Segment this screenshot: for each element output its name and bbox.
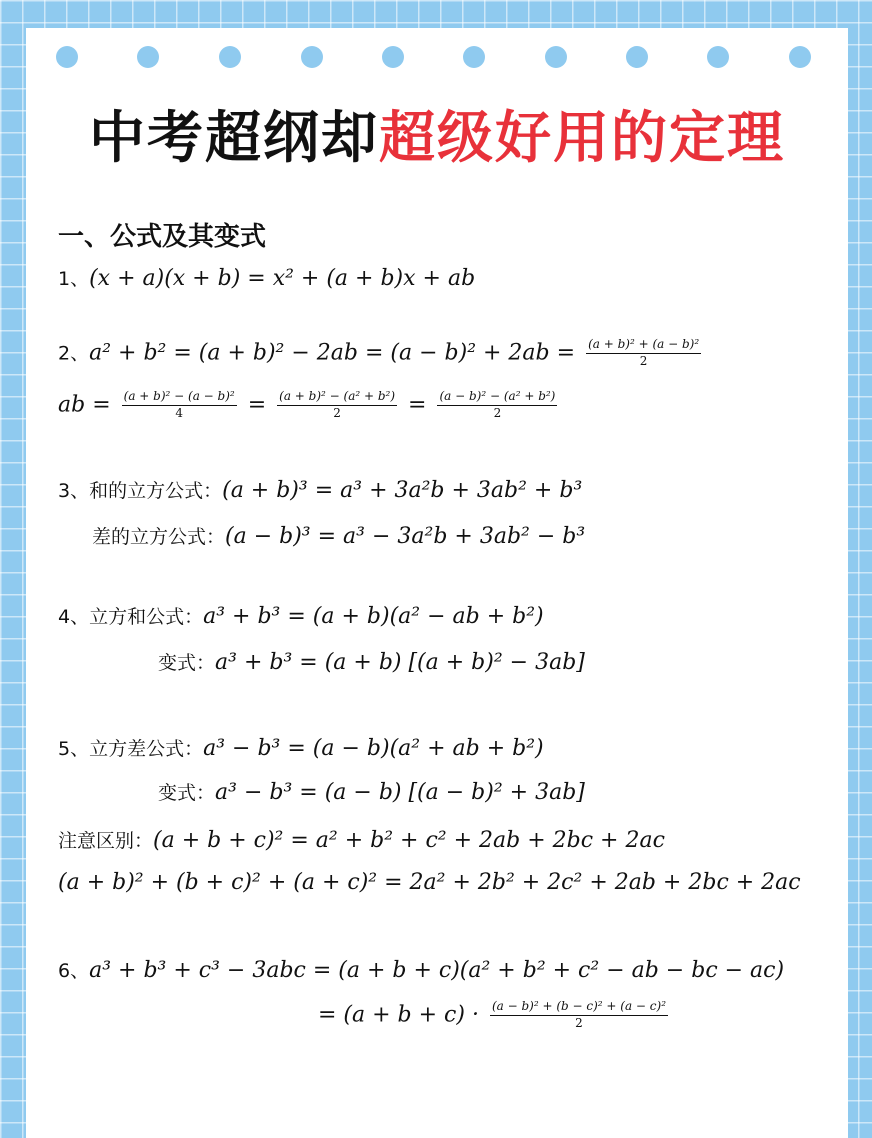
fraction-denominator: 2 xyxy=(575,1015,583,1030)
binder-holes xyxy=(26,46,848,70)
formula-2-ab xyxy=(58,390,561,421)
formula-expression: a³ − b³ = (a − b)(a² + ab + b²) xyxy=(203,736,544,761)
formula-expression: a³ + b³ + c³ − 3abc = (a + b + c)(a² + b² + c² − ab − bc − ac) xyxy=(89,958,785,983)
note-expression-2 xyxy=(58,870,801,895)
formula-number: 2、 xyxy=(58,342,90,365)
binder-hole xyxy=(137,46,159,68)
fraction-denominator: 2 xyxy=(639,353,648,368)
formula-1 xyxy=(58,264,475,291)
fraction xyxy=(122,390,237,421)
equals-sign: = xyxy=(247,392,267,418)
formula-label: 差的立方公式： xyxy=(92,526,226,548)
formula-number: 5、 xyxy=(58,738,90,760)
binder-hole xyxy=(219,46,241,68)
fraction-denominator: 4 xyxy=(175,405,183,420)
formula-expression: (a + b)² + (b + c)² + (a + c)² = 2a² + 2b² + 2c² + 2ab + 2bc + 2ac xyxy=(58,870,801,895)
binder-hole xyxy=(382,46,404,68)
formula-number: 4、 xyxy=(58,606,90,628)
fraction-numerator: (a + b)² − (a² + b²) xyxy=(277,390,397,406)
fraction xyxy=(437,390,557,421)
fraction xyxy=(490,1000,668,1031)
formula-expression: a³ − b³ = (a − b) [(a − b)² + 3ab] xyxy=(215,780,585,805)
binder-hole xyxy=(789,46,811,68)
formula-expression: (a + b + c)² = a² + b² + c² + 2ab + 2bc + 2ac xyxy=(153,828,665,853)
formula-label: 变式： xyxy=(158,652,216,674)
formula-3-sum-cube xyxy=(58,476,582,503)
formula-5-variant xyxy=(158,778,585,805)
binder-hole xyxy=(463,46,485,68)
fraction xyxy=(277,390,397,421)
binder-hole xyxy=(545,46,567,68)
fraction-numerator: (a + b)² − (a − b)² xyxy=(122,390,237,406)
fraction-denominator: 2 xyxy=(333,405,341,420)
formula-expression: ab = xyxy=(58,392,111,418)
fraction xyxy=(586,338,701,369)
formula-6 xyxy=(58,956,784,983)
formula-expression: = (a + b + c) · xyxy=(318,1002,479,1028)
fraction-numerator: (a − b)² − (a² + b²) xyxy=(437,390,557,406)
note-distinguish xyxy=(58,826,665,853)
binder-hole xyxy=(626,46,648,68)
fraction-denominator: 2 xyxy=(493,405,502,420)
formula-label: 变式： xyxy=(158,782,216,804)
section-heading: 一、公式及其变式 xyxy=(58,222,267,252)
binder-hole xyxy=(707,46,729,68)
title-part-black: 中考超纲却 xyxy=(89,106,379,171)
notebook-paper xyxy=(26,28,848,1138)
formula-label: 立方差公式： xyxy=(89,738,204,760)
formula-expression: (a + b)³ = a³ + 3a²b + 3ab² + b³ xyxy=(222,478,583,503)
fraction-numerator: (a + b)² + (a − b)² xyxy=(586,338,701,354)
fraction-numerator: (a − b)² + (b − c)² + (a − c)² xyxy=(490,1000,668,1016)
binder-hole xyxy=(301,46,323,68)
binder-hole xyxy=(56,46,78,68)
formula-expression: a² + b² = (a + b)² − 2ab = (a − b)² + 2ab = xyxy=(89,340,576,366)
note-label: 注意区别： xyxy=(58,830,154,852)
formula-6-variant xyxy=(318,1000,672,1031)
formula-5-cube-diff xyxy=(58,734,544,761)
formula-label: 和的立方公式： xyxy=(89,480,223,502)
equals-sign: = xyxy=(408,392,427,418)
formula-number: 3、 xyxy=(58,480,90,502)
formula-3-diff-cube xyxy=(92,522,585,549)
formula-label: 立方和公式： xyxy=(89,606,204,628)
formula-4-cube-sum xyxy=(58,602,544,629)
page-title xyxy=(26,94,848,174)
formula-4-variant xyxy=(158,648,585,675)
formula-2 xyxy=(58,338,705,369)
formula-expression: a³ + b³ = (a + b) [(a + b)² − 3ab] xyxy=(215,650,585,675)
formula-expression: a³ + b³ = (a + b)(a² − ab + b²) xyxy=(203,604,544,629)
formula-number: 1、 xyxy=(58,268,90,290)
formula-expression: (a − b)³ = a³ − 3a²b + 3ab² − b³ xyxy=(225,524,586,549)
title-part-red: 超级好用的定理 xyxy=(379,106,785,171)
formula-number: 6、 xyxy=(58,960,90,982)
formula-expression: (x + a)(x + b) = x² + (a + b)x + ab xyxy=(89,266,476,291)
